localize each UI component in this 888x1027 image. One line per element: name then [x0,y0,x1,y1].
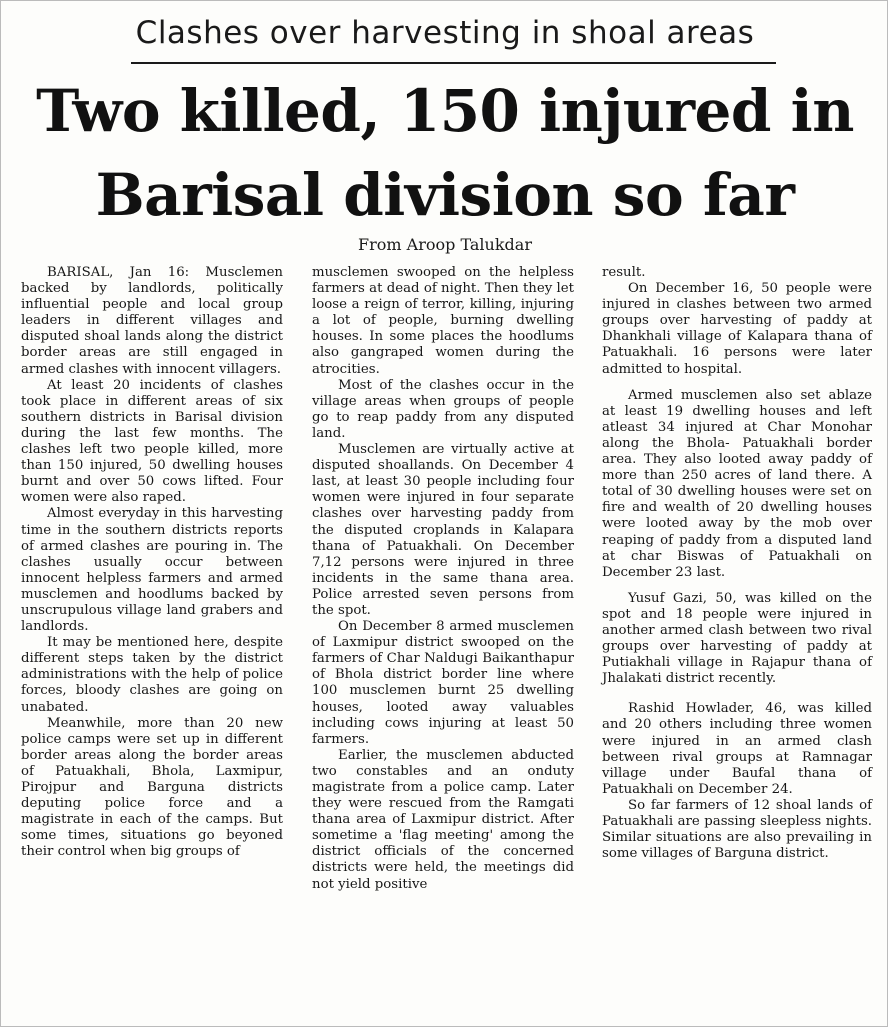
paragraph: Meanwhile, more than 20 new police camps were set up in different border areas along the border areas of Patuakhali, Bhola, Laxmipur, Pirojpur and Barguna districts deputing police force and a magistrate in each of the camps. But some times, situations go beyoned their control when big groups of [21,715,283,860]
byline: From Aroop Talukdar [358,235,532,254]
kicker-rule [131,62,776,64]
paragraph: On December 8 armed musclemen of Laxmipur district swooped on the farmers of Char Naldugi Baikanthapur of Bhola district border line where 100 musclemen burnt 25 dwelling houses, looted away valuables including cows injuring at least 50 farmers. [312,619,574,747]
article-column-2 [312,265,574,893]
paragraph: At least 20 incidents of clashes took place in different areas of six southern districts in Barisal division during the last few months. The clashes left two people killed, more than 150 injured, 50 dwelling houses burnt and over 50 cows lifted. Four women were also raped. [21,377,283,506]
main-headline: Two killed, 150 injured in Barisal division so far [36,77,854,229]
paragraph: It may be mentioned here, despite different steps taken by the district administrations with the help of police forces, bloody clashes are going on unabated. [21,635,283,715]
paragraph: Musclemen are virtually active at disputed shoallands. On December 4 last, at least 30 people including four women were injured in four separate clashes over harvesting paddy from the disputed croplands in Kalapara thana of Patuakhali. On December 7,12 persons were injured in three incidents in the same thana area. Police arrested seven persons from the spot. [312,442,574,618]
paragraph: BARISAL, Jan 16: Musclemen backed by landlords, politically influential people and local group leaders in different villages and disputed shoal lands along the district border areas are still engaged in armed clashes with innocent villagers. [21,265,283,377]
paragraph: result. [602,265,646,280]
paragraph: Most of the clashes occur in the village areas when groups of people go to reap paddy from any disputed land. [312,377,574,441]
paragraph: On December 16, 50 people were injured in clashes between two armed groups over harvesting of paddy at Dhankhali village of Kalapara thana of Patuakhali. 16 persons were later admitted to hospital. [602,281,872,377]
paragraph: musclemen swooped on the helpless farmers at dead of night. Then they let loose a reign of terror, killing, injuring a lot of people, burning dwelling houses. In some places the hoodlums also gangraped women during the atrocities. [312,265,574,377]
article-column-1 [21,265,283,860]
paragraph: Yusuf Gazi, 50, was killed on the spot and 18 people were injured in another armed clash between two rival groups over harvesting of paddy at Putiakhali village in Rajapur thana of Jhalakati district recently. [602,590,872,687]
kicker-headline: Clashes over harvesting in shoal areas [135,15,755,51]
paragraph: Rashid Howlader, 46, was killed and 20 others including three women were injured in an armed clash between rival groups at Ramnagar village under Baufal thana of Patuakhali on December 24. [602,701,872,797]
paragraph: So far farmers of 12 shoal lands of Patuakhali are passing sleepless nights. Similar situations are also prevailing in some villages of Barguna district. [602,797,872,862]
paragraph: Almost everyday in this harvesting time in the southern districts reports of armed clashes are pouring in. The clashes usually occur between innocent helpless farmers and armed musclemen and hoodlums backed by unscrupulous village land grabers and landlords. [21,506,283,635]
paragraph: Armed musclemen also set ablaze at least 19 dwelling houses and left atleast 34 injured at Char Monohar along the Bhola- Patuakhali border area. They also looted away paddy of more than 250 acres of land there. A total of 30 dwelling houses were set on fire and wealth of 20 dwelling houses were looted away by the mob over reaping of paddy from a disputed land at char Biswas of Patuakhali on December 23 last. [602,387,872,580]
paragraph: Earlier, the musclemen abducted two constables and an onduty magistrate from a police camp. Later they were rescued from the Ramgati thana area of Laxmipur district. After sometime a 'flag meeting' among the district officials of the concerned districts were held, the meetings did not yield positive [312,747,574,892]
article-column-3 [602,265,872,862]
